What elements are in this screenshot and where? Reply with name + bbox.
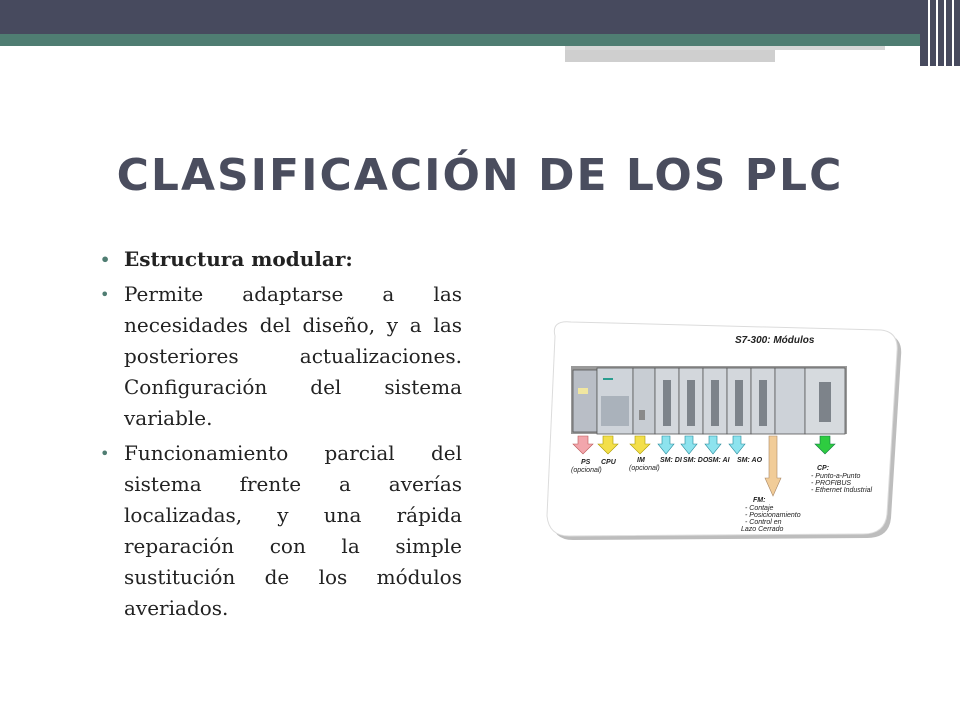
- label-sm-ao: SM: AO: [737, 457, 763, 464]
- bullet-item: • Estructura modular:: [100, 244, 462, 275]
- label-im-note: (opcional): [629, 465, 660, 472]
- figure-title: S7-300: Módulos: [735, 335, 815, 346]
- label-ps: PS: [581, 459, 591, 466]
- label-cp: CP:: [817, 465, 830, 472]
- label-fm: FM:: [753, 497, 766, 504]
- bullet-item: • Funcionamiento parcial del sistema frente a averías localizadas, y una rápida reparación con la simple sustitución de los módulos averiados.: [100, 438, 462, 624]
- corner-decoration: [920, 0, 960, 66]
- label-sm-di: SM: DI: [660, 457, 682, 464]
- label-cpu: CPU: [601, 459, 616, 466]
- label-fm-4: Lazo Cerrado: [741, 526, 784, 533]
- slide-title: CLASIFICACIÓN DE LOS PLC: [116, 150, 844, 201]
- label-fm-2: - Posicionamiento: [745, 512, 801, 519]
- label-cp-1: - Punto-a-Punto: [811, 473, 861, 480]
- label-cp-2: - PROFIBUS: [811, 480, 852, 487]
- header-bar: [0, 0, 960, 34]
- label-sm-ai: SM: AI: [708, 457, 730, 464]
- label-im: IM: [637, 457, 645, 464]
- header-stripe-lower: [565, 50, 775, 62]
- bullet-item: • Permite adaptarse a las necesidades del diseño, y a las posteriores actualizaciones. Configuración del sistema variable.: [100, 279, 462, 434]
- label-sm-do: SM: DO: [683, 457, 709, 464]
- plc-modules-figure: [545, 312, 907, 544]
- label-cp-3: - Ethernet Industrial: [811, 487, 873, 494]
- bullet-list: [100, 244, 462, 628]
- header-accent-bar: [0, 34, 960, 46]
- label-ps-note: (opcional): [571, 467, 602, 474]
- label-fm-1: - Contaje: [745, 505, 774, 512]
- label-fm-3: - Control en: [745, 519, 782, 526]
